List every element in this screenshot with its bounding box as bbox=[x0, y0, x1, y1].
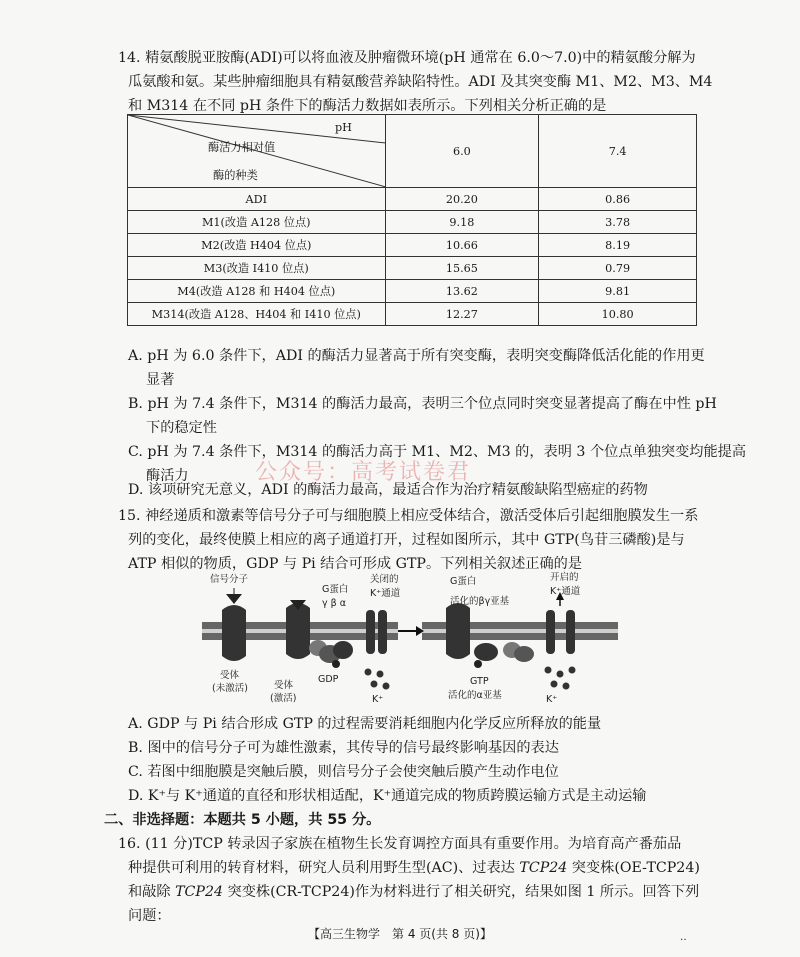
row-v1: 15.65 bbox=[385, 257, 539, 280]
q15-stem-line3: ATP 相似的物质，GDP 与 Pi 结合可形成 GTP。下列相关叙述正确的是 bbox=[128, 556, 583, 572]
row-v1: 12.27 bbox=[385, 303, 539, 326]
receptor-inactive-icon bbox=[222, 605, 246, 661]
q15-option-b: B. 图中的信号分子可为雄性激素，其传导的信号最终影响基因的表达 bbox=[128, 740, 559, 756]
row-v2: 3.78 bbox=[539, 211, 697, 234]
row-v2: 8.19 bbox=[539, 234, 697, 257]
k-ions-right bbox=[545, 667, 576, 690]
row-name: M4(改造 A128 和 H404 位点) bbox=[128, 280, 386, 303]
header-kind: 酶的种类 bbox=[213, 169, 258, 182]
g-protein-diagram bbox=[200, 570, 620, 710]
label-gtp: GTP bbox=[470, 676, 489, 687]
q14-option-c-line2: 酶活力 bbox=[146, 468, 189, 484]
label-receptor-inactive: 受体 bbox=[220, 670, 240, 681]
label-g-protein-right: G蛋白 bbox=[450, 576, 477, 587]
page-footer: 【高三生物学 第 4 页(共 8 页)】 bbox=[308, 927, 492, 941]
q15-option-a: A. GDP 与 Pi 结合形成 GTP 的过程需要消耗细胞内化学反应所释放的能量 bbox=[128, 716, 602, 732]
watermark: 公众号：高考试卷君 bbox=[255, 460, 472, 485]
table-row bbox=[128, 234, 697, 257]
label-receptor-inactive-state: (未激活) bbox=[212, 683, 248, 694]
q14-option-b-line1: B. pH 为 7.4 条件下，M314 的酶活力最高，表明三个位点同时突变显著提高了酶在中性 pH bbox=[128, 396, 717, 412]
header-ph-7-4: 7.4 bbox=[539, 115, 697, 188]
q14-stem-line3: 和 M314 在不同 pH 条件下的酶活力数据如表所示。下列相关分析正确的是 bbox=[128, 98, 607, 114]
header-ph-6: 6.0 bbox=[385, 115, 539, 188]
table-row bbox=[128, 211, 697, 234]
row-v1: 20.20 bbox=[385, 188, 539, 211]
row-name: M2(改造 H404 位点) bbox=[128, 234, 386, 257]
label-closed-channel-k: K⁺通道 bbox=[370, 588, 401, 599]
table-header-diagonal-cell bbox=[128, 115, 386, 188]
q16-line4: 问题： bbox=[128, 908, 171, 924]
row-v1: 13.62 bbox=[385, 280, 539, 303]
q14-stem-line2: 瓜氨酸和氨。某些肿瘤细胞具有精氨酸营养缺陷特性。ADI 及其突变酶 M1、M2、M3、M4 bbox=[128, 74, 713, 90]
row-v2: 10.80 bbox=[539, 303, 697, 326]
table-row bbox=[128, 188, 697, 211]
receptor-active-icon bbox=[286, 603, 310, 659]
q14-option-c-line1: C. pH 为 7.4 条件下，M314 的酶活力高于 M1、M2、M3 的，表明 3 个位点单独突变均能提高 bbox=[128, 444, 747, 460]
q16-line2: 种提供可利用的转育材料，研究人员利用野生型(AC)、过表达 TCP24 突变株(OE-TCP24) bbox=[128, 860, 700, 876]
row-v2: 0.86 bbox=[539, 188, 697, 211]
row-v2: 9.81 bbox=[539, 280, 697, 303]
enzyme-activity-table bbox=[127, 114, 697, 326]
header-ph: pH bbox=[335, 121, 352, 134]
active-alpha-subunit-icon bbox=[474, 643, 498, 668]
q14-option-a-line2: 显著 bbox=[146, 372, 175, 388]
row-name: M314(改造 A128、H404 和 I410 位点) bbox=[128, 303, 386, 326]
label-receptor-active: 受体 bbox=[274, 680, 294, 691]
row-v1: 10.66 bbox=[385, 234, 539, 257]
row-name: M1(改造 A128 位点) bbox=[128, 211, 386, 234]
beta-gamma-subunit-icon bbox=[503, 642, 534, 662]
label-signal: 信号分子 bbox=[210, 574, 249, 585]
row-v2: 0.79 bbox=[539, 257, 697, 280]
table-row bbox=[128, 280, 697, 303]
label-open-channel-k: K⁺通道 bbox=[550, 586, 581, 597]
label-k-right: K⁺ bbox=[546, 694, 558, 705]
q15-stem-line2: 列的变化，最终使膜上相应的离子通道打开，过程如图所示，其中 GTP(鸟苷三磷酸)是与 bbox=[128, 532, 685, 548]
header-activity: 酶活力相对值 bbox=[208, 141, 276, 154]
label-open-channel: 开启的 bbox=[550, 572, 579, 583]
label-g-protein-left: G蛋白 bbox=[322, 584, 349, 595]
label-closed-channel: 关闭的 bbox=[370, 574, 399, 585]
label-receptor-active-state: (激活) bbox=[270, 693, 297, 704]
k-ions-left bbox=[365, 669, 390, 690]
row-name: ADI bbox=[128, 188, 386, 211]
label-k-left: K⁺ bbox=[372, 694, 384, 705]
g-protein-icon bbox=[309, 640, 353, 668]
q16-line1: 16. (11 分)TCP 转录因子家族在植物生长发育调控方面具有重要作用。为培育高产番茄品 bbox=[118, 836, 682, 852]
section-heading: 二、非选择题：本题共 5 小题，共 55 分。 bbox=[104, 812, 381, 828]
label-beta-gamma: 活化的βγ亚基 bbox=[450, 596, 510, 607]
table-row bbox=[128, 257, 697, 280]
corner-mark: ‥ bbox=[680, 932, 687, 943]
label-gdp: GDP bbox=[318, 674, 339, 685]
q16-line3: 和敲除 TCP24 突变株(CR-TCP24)作为材料进行了相关研究，结果如图 1 所示。回答下列 bbox=[128, 884, 700, 900]
table-row bbox=[128, 303, 697, 326]
q14-option-a-line1: A. pH 为 6.0 条件下，ADI 的酶活力显著高于所有突变酶，表明突变酶降低活化能的作用更 bbox=[128, 348, 705, 364]
row-v1: 9.18 bbox=[385, 211, 539, 234]
label-alpha: 活化的α亚基 bbox=[448, 690, 502, 701]
q15-stem-line1: 15. 神经递质和激素等信号分子可与细胞膜上相应受体结合，激活受体后引起细胞膜发生一系 bbox=[118, 508, 699, 524]
q14-stem-line1: 14. 精氨酸脱亚胺酶(ADI)可以将血液及肿瘤微环境(pH 通常在 6.0～7.0)中的精氨酸分解为 bbox=[118, 50, 696, 66]
q15-option-d: D. K⁺与 K⁺通道的直径和形状相适配，K⁺通道完成的物质跨膜运输方式是主动运输 bbox=[128, 788, 647, 804]
signal-molecule-icon bbox=[226, 594, 242, 604]
q15-option-c: C. 若图中细胞膜是突触后膜，则信号分子会使突触后膜产生动作电位 bbox=[128, 764, 559, 780]
row-name: M3(改造 I410 位点) bbox=[128, 257, 386, 280]
label-g-subunits: γ β α bbox=[322, 598, 346, 609]
transition-arrow bbox=[398, 626, 424, 636]
q14-option-d: D. 该项研究无意义，ADI 的酶活力最高，最适合作为治疗精氨酸缺陷型癌症的药物 bbox=[128, 482, 648, 498]
q14-option-b-line2: 下的稳定性 bbox=[146, 420, 217, 436]
receptor-right-icon bbox=[446, 603, 470, 659]
